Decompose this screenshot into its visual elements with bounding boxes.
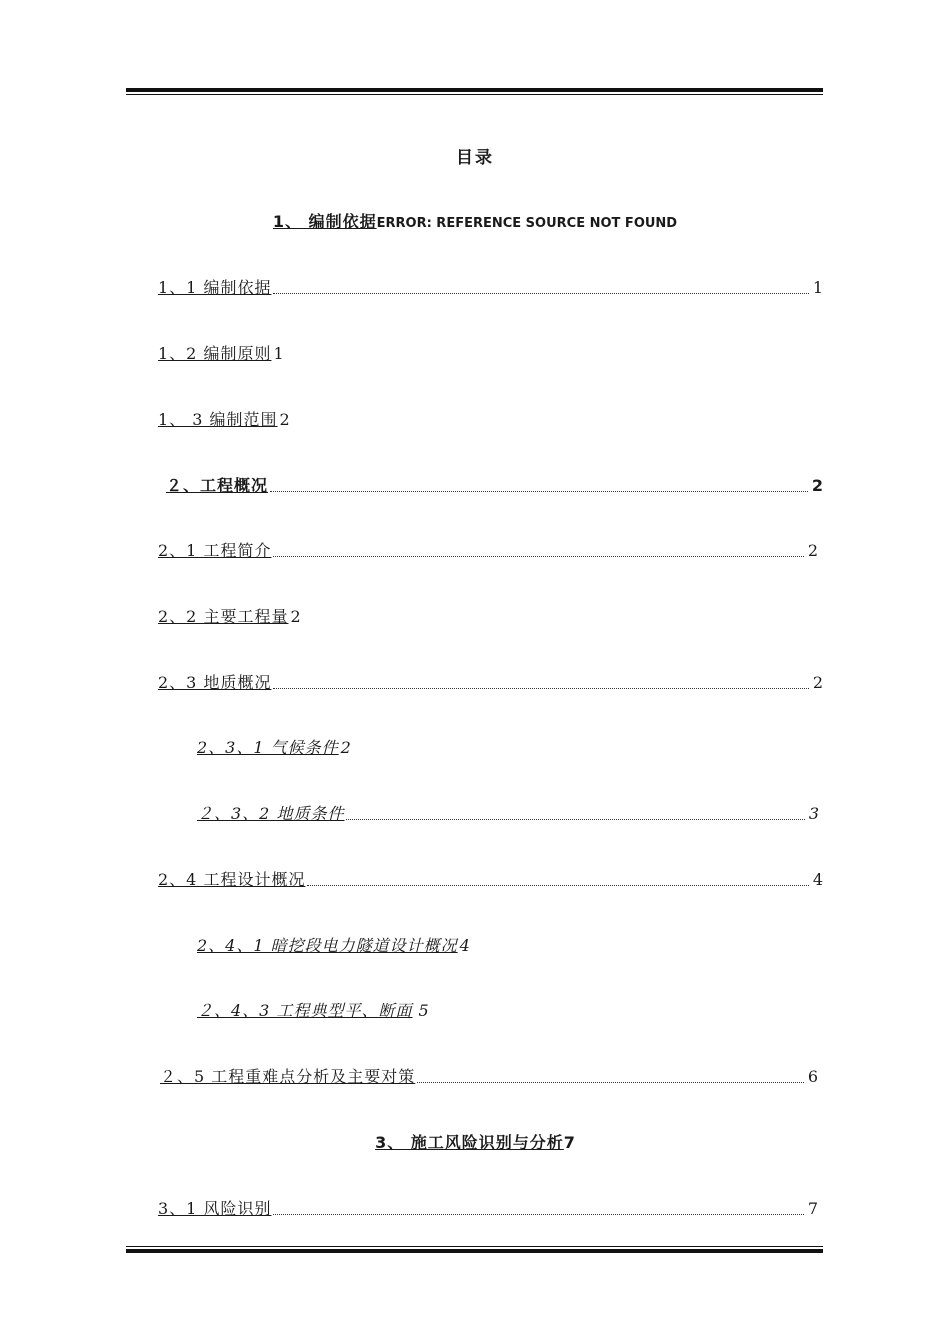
toc-entry-label: 2、4、1 暗挖段电力隧道设计概况 [197, 936, 458, 955]
footer-rule-thin [126, 1246, 823, 1247]
toc-entry-3-1[interactable] [158, 1196, 818, 1219]
toc-title: 目录 [456, 148, 494, 168]
toc-page-number: 2 [811, 476, 823, 495]
toc-page-number: 4 [812, 870, 823, 889]
dot-leader [273, 1213, 803, 1215]
toc-chapter-3[interactable] [0, 1130, 950, 1153]
toc-chapter-1[interactable] [0, 209, 950, 232]
toc-page-number: 2 [279, 410, 290, 429]
toc-entry-label: 2、1 工程简介 [158, 541, 272, 560]
toc-page-number: 6 [807, 1067, 818, 1086]
toc-entry-2-3-2[interactable] [197, 801, 819, 824]
toc-page-number: 5 [418, 1001, 429, 1020]
toc-entry-label: 2、3、1 气候条件 [197, 738, 339, 757]
toc-entry-label: 1、1 编制依据 [158, 278, 272, 297]
toc-entry-label: 2、3 地质概况 [158, 673, 272, 692]
toc-entry-2-4-3[interactable] [197, 998, 429, 1021]
toc-entry-2-4-1[interactable] [197, 933, 470, 956]
toc-page-number: 2 [807, 541, 818, 560]
dot-leader [273, 687, 808, 689]
toc-page-number: 4 [459, 936, 470, 955]
toc-entry-1-3[interactable] [158, 407, 290, 430]
toc-entry-label: ２、3、2 地质条件 [197, 804, 345, 823]
dot-leader [307, 884, 808, 886]
toc-page-number: 1 [273, 344, 284, 363]
dot-leader [273, 555, 803, 557]
toc-entry-2-1[interactable] [158, 538, 818, 561]
toc-page-number: 1 [812, 278, 823, 297]
footer-rule-thick [126, 1249, 823, 1253]
toc-chapter-1-label: 1、 编制依据 [272, 212, 377, 231]
reference-error: ERROR: REFERENCE SOURCE NOT FOUND [376, 216, 678, 231]
header-rule-thin [126, 94, 823, 95]
toc-entry-label: 1、2 编制原则 [158, 344, 272, 363]
dot-leader [417, 1081, 804, 1083]
toc-entry-1-1[interactable] [158, 275, 823, 298]
toc-chapter-2[interactable] [166, 473, 823, 496]
dot-leader [270, 490, 808, 492]
toc-entry-label: 3、1 风险识别 [158, 1199, 272, 1218]
toc-page-number: 7 [563, 1133, 575, 1152]
header-rule-thick [126, 88, 823, 92]
toc-entry-2-3[interactable] [158, 670, 823, 693]
toc-page-number: 3 [808, 804, 819, 823]
toc-entry-label: 1、 3 编制范围 [158, 410, 278, 429]
dot-leader [273, 292, 808, 294]
dot-leader [346, 818, 804, 820]
toc-page-number: 2 [290, 607, 301, 626]
toc-entry-label: ２、工程概况 [166, 476, 269, 495]
toc-page-number: 7 [807, 1199, 818, 1218]
toc-entry-2-3-1[interactable] [197, 735, 351, 758]
toc-entry-label: ２、4、3 工程典型平、断面 [197, 1001, 413, 1020]
toc-entry-2-4[interactable] [158, 867, 823, 890]
toc-entry-label: 2、2 主要工程量 [158, 607, 289, 626]
toc-entry-1-2[interactable] [158, 341, 284, 364]
toc-page-number: 2 [812, 673, 823, 692]
toc-entry-label: 2、4 工程设计概况 [158, 870, 306, 889]
toc-entry-2-2[interactable] [158, 604, 301, 627]
toc-chapter-3-label: 3、 施工风险识别与分析 [375, 1133, 564, 1152]
toc-entry-2-5[interactable] [160, 1064, 818, 1087]
toc-page-number: 2 [340, 738, 351, 757]
toc-entry-label: ２、5 工程重难点分析及主要对策 [160, 1067, 416, 1086]
